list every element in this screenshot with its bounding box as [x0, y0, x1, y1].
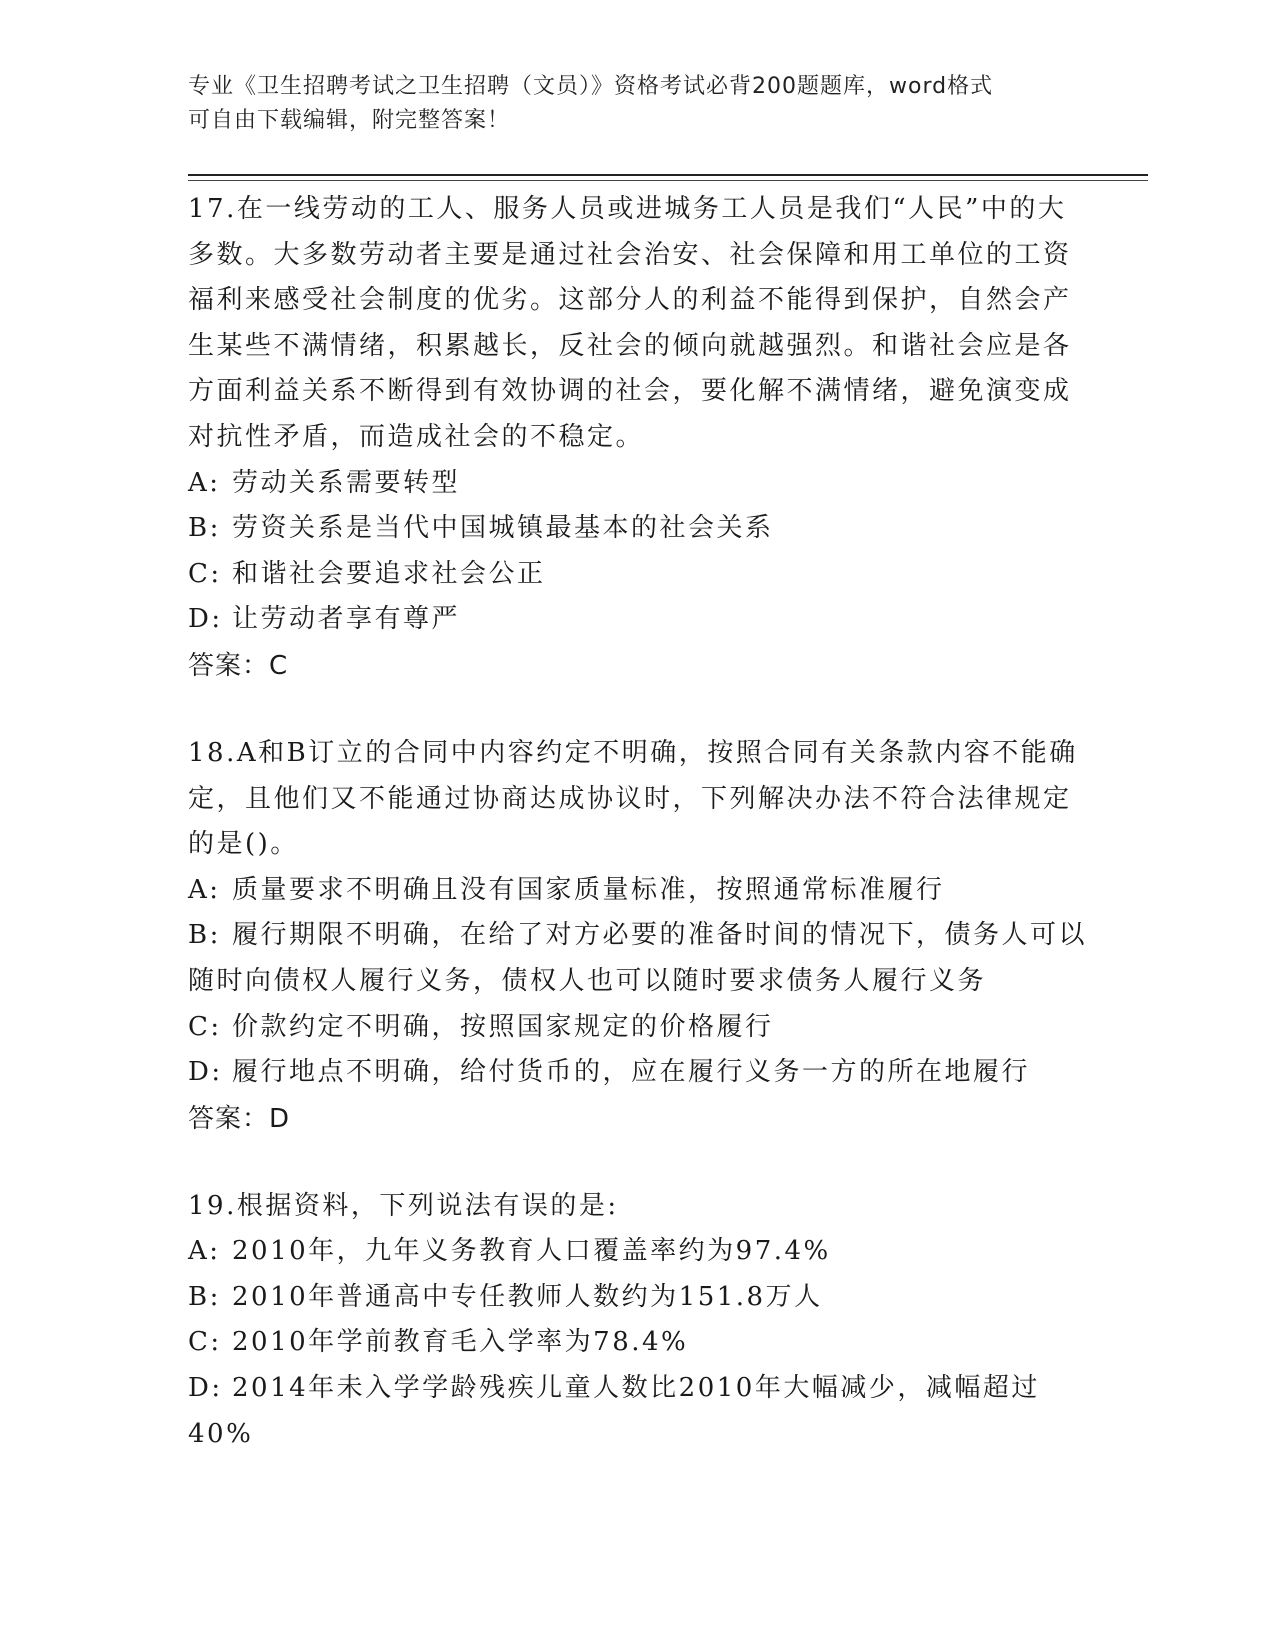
option-c — [188, 552, 1088, 598]
option-a — [188, 868, 1088, 914]
option-d — [188, 1050, 1088, 1096]
option-key: C: — [188, 558, 222, 589]
option-key: B: — [188, 1281, 221, 1312]
question-spacer — [188, 1142, 1088, 1184]
option-text: 2014年未入学学龄残疾儿童人数比2010年大幅减少，减幅超过40% — [188, 1373, 1040, 1449]
option-key: C: — [188, 1327, 222, 1358]
option-key: B: — [188, 513, 221, 544]
question-19 — [188, 1184, 1088, 1458]
option-key: B: — [188, 920, 221, 951]
option-text: 让劳动者享有尊严 — [232, 604, 461, 635]
option-text: 质量要求不明确且没有国家质量标准，按照通常标准履行 — [232, 874, 945, 905]
header-title-line-2: 可自由下载编辑，附完整答案！ — [188, 108, 511, 133]
option-key: A: — [188, 467, 221, 498]
option-b — [188, 913, 1088, 1004]
option-key: A: — [188, 1236, 221, 1267]
answer-line: 答案：D — [188, 1103, 291, 1134]
option-text: 劳动关系需要转型 — [232, 467, 461, 498]
option-key: D: — [188, 1373, 223, 1404]
option-text: 履行期限不明确，在给了对方必要的准备时间的情况下，债务人可以随时向债权人履行义务，债权人也可以随时要求债务人履行义务 — [188, 920, 1088, 996]
option-d — [188, 597, 1088, 643]
question-list — [188, 187, 1088, 1457]
option-key: A: — [188, 874, 221, 905]
header-rule-thick — [188, 174, 1148, 176]
question-18 — [188, 731, 1088, 1142]
option-text: 2010年学前教育毛入学率为78.4% — [232, 1327, 689, 1358]
answer-line: 答案：C — [188, 650, 289, 681]
question-text: 17.在一线劳动的工人、服务人员或进城务工人员是我们“人民”中的大多数。大多数劳动者主要是通过社会治安、社会保障和用工单位的工资福利来感受社会制度的优劣。这部分人的利益不能得到保护，自然会产生某些不满情绪，积累越长，反社会的倾向就越强烈。和谐社会应是各方面利益关系不断得到有效协调的社会，要化解不满情绪，避免演变成对抗性矛盾，而造成社会的不稳定。 — [188, 194, 1072, 452]
option-text: 价款约定不明确，按照国家规定的价格履行 — [232, 1011, 774, 1042]
option-c — [188, 1005, 1088, 1051]
option-text: 2010年，九年义务教育人口覆盖率约为97.4% — [232, 1236, 831, 1267]
option-text: 2010年普通高中专任教师人数约为151.8万人 — [232, 1281, 823, 1312]
option-b — [188, 506, 1088, 552]
option-a — [188, 461, 1088, 507]
header-title-line-1: 专业《卫生招聘考试之卫生招聘（文员）》资格考试必背200题题库，word格式 — [188, 74, 994, 99]
option-c — [188, 1320, 1088, 1366]
option-text: 和谐社会要追求社会公正 — [232, 558, 546, 589]
question-text: 18.A和B订立的合同中内容约定不明确，按照合同有关条款内容不能确定，且他们又不能通过协商达成协议时，下列解决办法不符合法律规定的是()。 — [188, 737, 1078, 860]
question-spacer — [188, 689, 1088, 731]
question-17 — [188, 187, 1088, 689]
option-d — [188, 1366, 1088, 1457]
option-key: D: — [188, 604, 223, 635]
document-header — [188, 70, 1088, 138]
option-a — [188, 1229, 1088, 1275]
option-key: D: — [188, 1057, 223, 1088]
option-key: C: — [188, 1011, 222, 1042]
option-text: 劳资关系是当代中国城镇最基本的社会关系 — [232, 513, 774, 544]
question-text: 19.根据资料，下列说法有误的是: — [188, 1190, 619, 1221]
option-text: 履行地点不明确，给付货币的，应在履行义务一方的所在地履行 — [232, 1057, 1031, 1088]
option-b — [188, 1275, 1088, 1321]
header-rule-thin — [188, 180, 1148, 181]
